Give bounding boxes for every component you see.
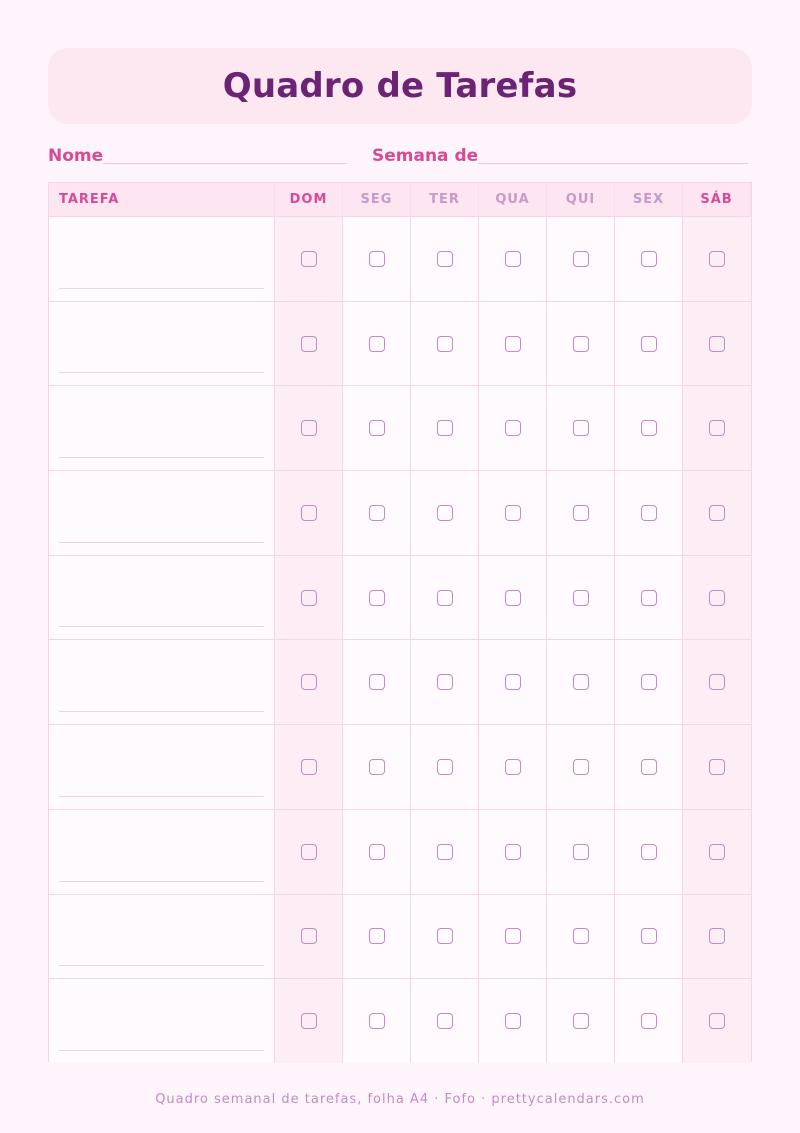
task-cell[interactable] (49, 809, 275, 894)
checkbox[interactable] (369, 844, 385, 860)
day-cell (411, 724, 479, 809)
day-cell (683, 216, 751, 301)
checkbox[interactable] (573, 1013, 589, 1029)
day-cell (275, 894, 343, 979)
checkbox[interactable] (369, 928, 385, 944)
day-cell (275, 724, 343, 809)
checkbox[interactable] (641, 505, 657, 521)
checkbox[interactable] (573, 674, 589, 690)
task-cell[interactable] (49, 894, 275, 979)
day-cell (683, 555, 751, 640)
day-cell (275, 809, 343, 894)
day-cell (411, 809, 479, 894)
day-header: SEX (615, 183, 683, 216)
day-cell (547, 894, 615, 979)
task-cell[interactable] (49, 555, 275, 640)
checkbox[interactable] (641, 336, 657, 352)
checkbox[interactable] (369, 505, 385, 521)
day-cell (615, 385, 683, 470)
day-cell (479, 555, 547, 640)
checkbox[interactable] (369, 590, 385, 606)
task-write-line (59, 796, 264, 797)
day-cell (615, 301, 683, 386)
checkbox[interactable] (573, 759, 589, 775)
day-cell (683, 639, 751, 724)
week-write-line[interactable] (478, 145, 748, 164)
checkbox[interactable] (437, 1013, 453, 1029)
checkbox[interactable] (437, 420, 453, 436)
checkbox[interactable] (369, 674, 385, 690)
day-cell (411, 216, 479, 301)
day-cell (547, 724, 615, 809)
checkbox[interactable] (505, 505, 521, 521)
day-cell (615, 809, 683, 894)
checkbox[interactable] (709, 928, 725, 944)
day-cell (479, 894, 547, 979)
task-cell[interactable] (49, 385, 275, 470)
task-cell[interactable] (49, 639, 275, 724)
chore-table (48, 182, 752, 1062)
checkbox[interactable] (437, 590, 453, 606)
checkbox[interactable] (505, 844, 521, 860)
checkbox[interactable] (573, 336, 589, 352)
checkbox[interactable] (505, 1013, 521, 1029)
checkbox[interactable] (709, 844, 725, 860)
checkbox[interactable] (709, 251, 725, 267)
day-cell (547, 809, 615, 894)
task-write-line (59, 881, 264, 882)
day-cell (275, 470, 343, 555)
checkbox[interactable] (641, 251, 657, 267)
task-write-line (59, 1050, 264, 1051)
checkbox[interactable] (709, 336, 725, 352)
checkbox[interactable] (369, 759, 385, 775)
checkbox[interactable] (301, 505, 317, 521)
checkbox[interactable] (641, 928, 657, 944)
page-title: Quadro de Tarefas (222, 66, 578, 106)
week-field (372, 142, 752, 166)
week-label: Semana de (372, 146, 479, 166)
day-header: QUI (547, 183, 615, 216)
checkbox[interactable] (573, 590, 589, 606)
checkbox[interactable] (641, 759, 657, 775)
checkbox[interactable] (301, 251, 317, 267)
day-cell (343, 894, 411, 979)
task-cell[interactable] (49, 301, 275, 386)
day-cell (547, 555, 615, 640)
day-cell (547, 385, 615, 470)
task-cell[interactable] (49, 216, 275, 301)
day-cell (479, 978, 547, 1063)
day-cell (683, 470, 751, 555)
task-cell[interactable] (49, 978, 275, 1063)
name-write-line[interactable] (103, 145, 347, 164)
checkbox[interactable] (573, 505, 589, 521)
day-cell (411, 639, 479, 724)
day-cell (683, 301, 751, 386)
day-cell (547, 301, 615, 386)
task-cell[interactable] (49, 724, 275, 809)
checkbox[interactable] (505, 251, 521, 267)
day-cell (479, 639, 547, 724)
day-cell (683, 978, 751, 1063)
checkbox[interactable] (437, 759, 453, 775)
day-cell (275, 216, 343, 301)
checkbox[interactable] (641, 590, 657, 606)
checkbox[interactable] (505, 590, 521, 606)
task-write-line (59, 626, 264, 627)
day-cell (411, 301, 479, 386)
day-cell (683, 724, 751, 809)
day-header: DOM (275, 183, 343, 216)
task-write-line (59, 457, 264, 458)
footer-credit: Quadro semanal de tarefas, folha A4 · Fofo · prettycalendars.com (155, 1092, 645, 1107)
day-cell (411, 978, 479, 1063)
checkbox[interactable] (505, 928, 521, 944)
task-write-line (59, 711, 264, 712)
checkbox[interactable] (505, 336, 521, 352)
day-cell (683, 894, 751, 979)
task-write-line (59, 965, 264, 966)
day-cell (479, 809, 547, 894)
checkbox[interactable] (709, 759, 725, 775)
day-header: TER (411, 183, 479, 216)
checkbox[interactable] (437, 251, 453, 267)
day-cell (683, 385, 751, 470)
checkbox[interactable] (709, 505, 725, 521)
checkbox[interactable] (573, 844, 589, 860)
checkbox[interactable] (709, 674, 725, 690)
checkbox[interactable] (505, 759, 521, 775)
checkbox[interactable] (369, 1013, 385, 1029)
day-cell (479, 216, 547, 301)
day-cell (411, 470, 479, 555)
day-cell (547, 216, 615, 301)
task-cell[interactable] (49, 470, 275, 555)
day-cell (343, 216, 411, 301)
day-cell (683, 809, 751, 894)
day-cell (479, 724, 547, 809)
day-cell (343, 555, 411, 640)
checkbox[interactable] (709, 1013, 725, 1029)
checkbox[interactable] (573, 928, 589, 944)
day-cell (343, 470, 411, 555)
checkbox[interactable] (301, 1013, 317, 1029)
checkbox[interactable] (437, 844, 453, 860)
day-cell (275, 555, 343, 640)
checkbox[interactable] (301, 759, 317, 775)
day-cell (275, 385, 343, 470)
checkbox[interactable] (573, 251, 589, 267)
checkbox[interactable] (709, 420, 725, 436)
checkbox[interactable] (301, 844, 317, 860)
day-header: QUA (479, 183, 547, 216)
day-cell (411, 555, 479, 640)
day-cell (547, 978, 615, 1063)
day-cell (479, 301, 547, 386)
checkbox[interactable] (369, 336, 385, 352)
day-cell (275, 301, 343, 386)
task-write-line (59, 542, 264, 543)
checkbox[interactable] (505, 674, 521, 690)
checkbox[interactable] (573, 420, 589, 436)
day-cell (411, 385, 479, 470)
checkbox[interactable] (505, 420, 521, 436)
day-cell (343, 301, 411, 386)
day-cell (343, 639, 411, 724)
checkbox[interactable] (301, 420, 317, 436)
checkbox[interactable] (641, 1013, 657, 1029)
day-cell (547, 639, 615, 724)
day-cell (343, 978, 411, 1063)
checkbox[interactable] (437, 928, 453, 944)
checkbox[interactable] (437, 336, 453, 352)
checkbox[interactable] (437, 505, 453, 521)
day-cell (479, 385, 547, 470)
task-write-line (59, 288, 264, 289)
day-cell (615, 978, 683, 1063)
checkbox[interactable] (369, 251, 385, 267)
day-cell (343, 724, 411, 809)
day-cell (615, 470, 683, 555)
checkbox[interactable] (369, 420, 385, 436)
checkbox[interactable] (301, 674, 317, 690)
checkbox[interactable] (301, 336, 317, 352)
checkbox[interactable] (301, 590, 317, 606)
day-cell (615, 216, 683, 301)
day-cell (547, 470, 615, 555)
checkbox[interactable] (437, 674, 453, 690)
checkbox[interactable] (641, 844, 657, 860)
title-banner (48, 48, 752, 124)
day-cell (343, 809, 411, 894)
checkbox[interactable] (301, 928, 317, 944)
day-cell (615, 894, 683, 979)
day-cell (343, 385, 411, 470)
checkbox[interactable] (709, 590, 725, 606)
task-column-header: TAREFA (49, 183, 275, 216)
task-write-line (59, 372, 264, 373)
name-label: Nome (48, 146, 104, 166)
day-cell (275, 978, 343, 1063)
day-cell (615, 724, 683, 809)
name-field (48, 142, 350, 166)
day-cell (479, 470, 547, 555)
day-header: SEG (343, 183, 411, 216)
day-cell (615, 639, 683, 724)
day-header: SÁB (683, 183, 751, 216)
day-cell (275, 639, 343, 724)
day-cell (411, 894, 479, 979)
checkbox[interactable] (641, 420, 657, 436)
day-cell (615, 555, 683, 640)
checkbox[interactable] (641, 674, 657, 690)
